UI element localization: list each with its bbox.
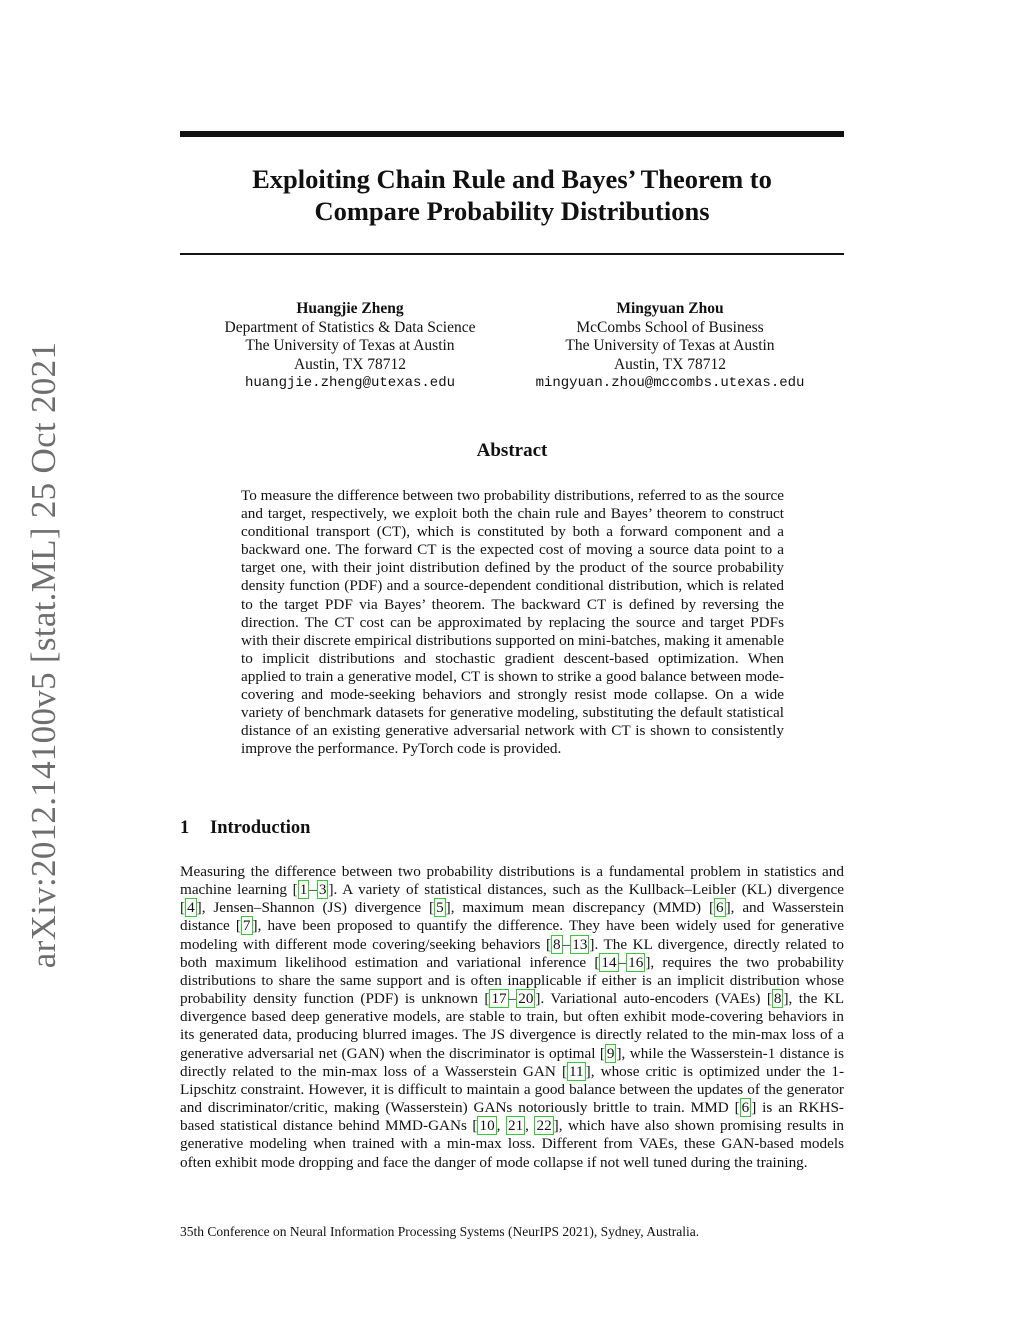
section-heading-introduction: [180, 818, 310, 839]
citation-link[interactable]: 6: [741, 1099, 750, 1117]
citation-link[interactable]: 20: [518, 990, 534, 1008]
conference-footnote: 35th Conference on Neural Information Processing Systems (NeurIPS 2021), Sydney, Australia.: [180, 1224, 700, 1239]
citation-link[interactable]: 10: [479, 1117, 495, 1135]
intro-text: , whose critic is optimized under the 1-Lipschitz constraint. However, it is difficult to maintain a good balance between the updates of the generator and discriminator/critic, making (Wasserstein) GANs notoriously brittle to train. MMD: [180, 1062, 845, 1117]
citation-link[interactable]: 21: [507, 1117, 524, 1135]
author-department: McCombs School of Business: [576, 318, 764, 336]
title-line-2: Compare Probability Distributions: [314, 196, 710, 226]
author-address: Austin, TX 78712: [293, 355, 407, 373]
intro-text: , maximum mean discrepancy (MMD): [450, 899, 709, 917]
intro-text: . A variety of statistical distances, such as the Kullback–Leibler (KL) divergence: [333, 881, 845, 899]
citation-link[interactable]: 9: [606, 1044, 615, 1062]
author-block-1: [190, 300, 510, 393]
intro-text: , requires the two probability distributions to share the same support and is often inapplicable if either is an implicit distribution whose probability density function (PDF) is unknown: [180, 953, 844, 1008]
citation-range-dash: –: [618, 953, 627, 971]
citation-range-dash: –: [562, 935, 571, 953]
intro-text: , the KL divergence based deep generative models, are stable to train, but often exhibit mode-covering behaviors in its generated data, producing blurred images. The JS divergence is directly related to the min-max loss of a generative adversarial net (GAN) when the discriminator is optimal: [180, 990, 844, 1062]
author-name: Huangjie Zheng: [296, 300, 404, 317]
citation-separator: ,: [496, 1117, 506, 1135]
citation-link[interactable]: 1: [299, 881, 308, 899]
author-university: The University of Texas at Austin: [565, 337, 775, 354]
arxiv-identifier-text: arXiv:2012.14100v5 [stat.ML] 25 Oct 2021: [24, 341, 63, 969]
citation-link[interactable]: 14: [601, 953, 617, 971]
citation-separator: ,: [525, 1117, 535, 1135]
author-university: The University of Texas at Austin: [245, 337, 455, 354]
citation-link[interactable]: 7: [242, 917, 251, 935]
citation-link[interactable]: 6: [716, 899, 724, 917]
author-name: Mingyuan Zhou: [616, 300, 724, 317]
arxiv-identifier-stamp: [21, 341, 67, 969]
section-number: 1: [180, 818, 190, 838]
introduction-paragraph: Measuring the difference between two probability distributions is a fundamental problem in statistics and machine learning [ 1 – 3 ]. A variety of statistical distances, such as the Kullback–Leibler (KL) divergence [ 4 ], Jensen–Shannon (JS) divergence [ 5 ], maximum mean discrepancy (MMD) [ 6 ], and Wasserstein distance [ 7 ], have been proposed to quantify the difference. They have been widely used for generative modeling with different mode covering/seeking behaviors [ 8 – 13 ]. The KL divergence, directly related to both maximum likelihood estimation and variational inference [ 14 – 16 ], requires the two probability distributions to share the same support and is often inapplicable if either is an implicit distribution whose probability density function (PDF) is unknown [ 17 – 20 ]. Variational auto-encoders (VAEs) [ 8 ], the KL divergence based deep generative models, are stable to train, but often exhibit mode-covering behaviors in its generated data, producing blurred images. The JS divergence is directly related to the min-max loss of a generative adversarial net (GAN) when the discriminator is optimal [ 9 ], while the Wasserstein-1 distance is directly related to the min-max loss of a Wasserstein GAN [ 11 ], whose critic is optimized under the 1-Lipschitz constraint. However, it is difficult to maintain a good balance between the updates of the generator and discriminator/critic, making (Wasserstein) GANs notoriously brittle to train. MMD [ 6 ] is an RKHS-based statistical distance behind MMD-GANs [ 10 , 21 , 22 ], which have also shown promising results in generative modeling when trained with a min-max loss. Different from VAEs, these GAN-based models often exhibit mode dropping and face the danger of mode collapse if not well tuned during the training.: [180, 863, 845, 1171]
citation-link[interactable]: 13: [572, 935, 588, 953]
citation-link[interactable]: 17: [491, 990, 507, 1008]
citation-link[interactable]: 16: [628, 953, 644, 971]
citation-link[interactable]: 4: [187, 899, 195, 917]
intro-text: Measuring the difference between two probability distributions is a fundamental problem in statistics and machine learning: [180, 863, 844, 899]
abstract-text: To measure the difference between two probability distributions, referred to as the source and target, respectively, we exploit both the chain rule and Bayes’ theorem to construct conditional transport (CT), which is constituted by both a forward component and a backward one. The forward CT is the expected cost of moving a source data point to a target one, with their joint distribution defined by the product of the source probability density function (PDF) and a source-dependent conditional distribution, which is related to the target PDF via Bayes’ theorem. The backward CT is defined by reversing the direction. The CT cost can be approximated by replacing the source and target PDFs with their discrete empirical distributions supported on mini-batches, making it amenable to implicit distributions and stochastic gradient descent-based optimization. When applied to train a generative model, CT is shown to strike a good balance between mode-covering and mode-seeking behaviors and strongly resist mode collapse. On a wide variety of benchmark datasets for generative modeling, substituting the default statistical distance of an existing generative adversarial network with CT is shown to consistently improve the performance. PyTorch code is provided.: [241, 487, 784, 758]
citation-link[interactable]: 22: [536, 1117, 552, 1135]
citation-link[interactable]: 8: [553, 935, 561, 953]
intro-text: , have been proposed to quantify the difference. They have been widely used for generative modeling with different mode covering/seeking behaviors: [180, 917, 844, 953]
author-email[interactable]: huangjie.zheng@utexas.edu: [244, 375, 456, 391]
author-block-2: [510, 300, 830, 393]
abstract-heading: Abstract: [476, 440, 548, 461]
intro-text: , while the Wasserstein-1 distance is directly related to the min-max loss of a Wasserstein GAN: [180, 1044, 844, 1080]
citation-link[interactable]: 11: [569, 1062, 584, 1080]
intro-text: . Variational auto-encoders (VAEs): [540, 990, 767, 1008]
title-bottom-rule: [180, 253, 844, 255]
author-department: Department of Statistics & Data Science: [224, 318, 476, 336]
intro-text: is an RKHS-based statistical distance behind MMD-GANs: [180, 1099, 844, 1135]
citation-range-dash: –: [309, 881, 317, 899]
citation-link[interactable]: 5: [436, 899, 444, 917]
author-email[interactable]: mingyuan.zhou@mccombs.utexas.edu: [535, 375, 805, 391]
intro-text: . The KL divergence, directly related to both maximum likelihood estimation and variational inference: [180, 935, 844, 971]
citation-link[interactable]: 8: [773, 990, 782, 1008]
intro-text: , and Wasserstein distance: [180, 899, 844, 935]
intro-text: , which have also shown promising results in generative modeling when trained with a min-max loss. Different from VAEs, these GAN-based models often exhibit mode dropping and face the danger of mode collapse if not well tuned during the training.: [180, 1117, 845, 1171]
title-line-1: Exploiting Chain Rule and Bayes’ Theorem to: [252, 164, 772, 194]
citation-link[interactable]: 3: [318, 881, 327, 899]
section-title: Introduction: [210, 818, 311, 838]
citation-range-dash: –: [508, 990, 517, 1008]
title-top-rule: [180, 131, 844, 137]
intro-text: , Jensen–Shannon (JS) divergence: [201, 899, 430, 917]
paper-title: [180, 163, 844, 227]
author-address: Austin, TX 78712: [613, 355, 727, 373]
